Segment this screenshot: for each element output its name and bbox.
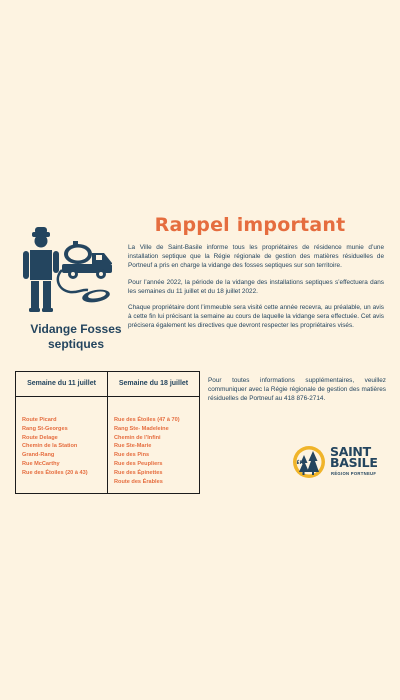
pine-trees-emblem-icon xyxy=(292,445,326,479)
street-item: Rue des Pins xyxy=(114,452,150,459)
illustration-caption: Vidange Fosses septiques xyxy=(30,322,122,351)
street-list xyxy=(108,397,199,486)
street-item: Rang St-Georges xyxy=(22,425,68,432)
notice-title: Rappel important xyxy=(154,214,346,236)
logo-wordmark-saint: SAINT xyxy=(330,444,371,459)
schedule-column-week-1 xyxy=(16,372,107,493)
street-item: Route Delage xyxy=(22,434,58,441)
notice-body xyxy=(128,243,384,338)
street-item: Chemin de la Station xyxy=(22,443,78,450)
notice-paragraph: Pour l’année 2022, la période de la vidange des installations septiques s’effectuera dans les semaines du 11 juillet et du 18 juillet 2022. xyxy=(128,278,384,295)
logo-emblem-text: ÉR xyxy=(296,461,304,466)
street-item: Rue des Étoiles (47 à 70) xyxy=(114,417,180,423)
street-item: Grand-Rang xyxy=(22,452,55,459)
contact-text: Pour toutes informations supplémentaires, veuillez communiquer avec la Régie régionale de gestion des matières résiduelles de Portneuf au 418 876-2714. xyxy=(208,377,386,403)
street-item: Route des Érables xyxy=(114,478,163,485)
street-list xyxy=(16,397,107,478)
column-header: Semaine du 18 juillet xyxy=(108,372,199,397)
street-item: Rue des Épinettes xyxy=(114,469,163,476)
street-item: Rue des Étoiles (20 à 43) xyxy=(22,469,88,476)
logo-subtitle: RÉGION PORTNEUF xyxy=(331,471,377,476)
schedule-column-week-2 xyxy=(107,372,199,493)
street-item: Rue McCarthy xyxy=(22,460,60,467)
street-item: Chemin de l’Infini xyxy=(114,434,161,441)
street-item: Rue Ste-Marie xyxy=(114,443,152,450)
street-item: Rue des Peupliers xyxy=(114,460,163,467)
street-item: Route Picard xyxy=(22,417,57,423)
notice-paragraph: La Ville de Saint-Basile informe tous les propriétaires de résidence munie d’une installation septique que la Régie régionale de gestion des matières résiduelles de Portneuf a pris en charge la vidange des fosses septiques sur son territoire. xyxy=(128,244,384,270)
schedule-table xyxy=(15,371,200,494)
column-header: Semaine du 11 juillet xyxy=(16,372,107,397)
saint-basile-logo xyxy=(292,443,384,481)
notice-paragraph: Chaque propriétaire dont l’immeuble sera visité cette année recevra, au préalable, un avis à cette fin lui précisant la semaine au cours de laquelle la vidange sera effectuée. Cet avis précisera également les directives que devront respecter les propriétaires visés. xyxy=(128,304,384,330)
street-item: Rang Ste- Madeleine xyxy=(114,425,169,432)
logo-wordmark-basile: BASILE xyxy=(330,455,378,470)
septic-truck-worker-icon xyxy=(18,226,128,316)
